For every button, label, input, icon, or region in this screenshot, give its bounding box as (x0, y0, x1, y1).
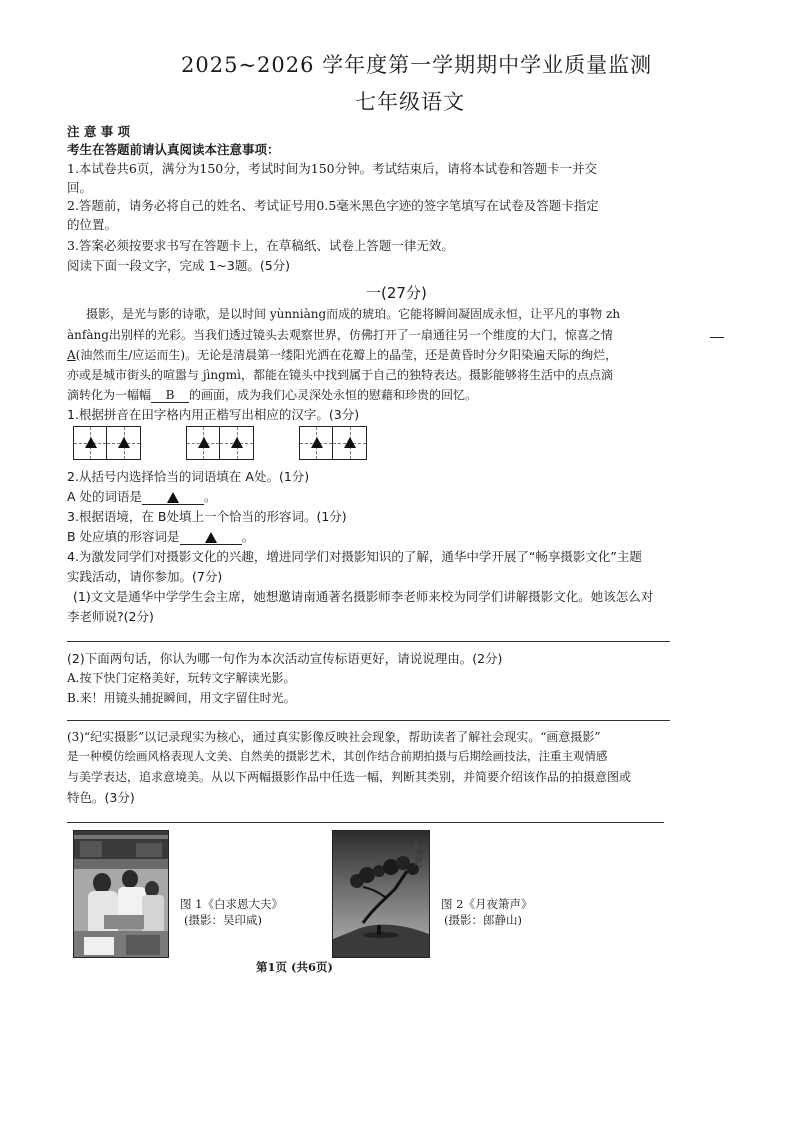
exam-subtitle: 七年级语文 (355, 90, 465, 114)
tianzige-group-3 (299, 426, 367, 460)
triangle-icon (231, 437, 243, 448)
question-4-3-line-3 (67, 768, 631, 785)
passage-line-3-rest: (油然而生/应运而生)。无论是清晨第一缕阳光洒在花瓣上的晶莹，还是黄昏时分夕阳染遍天际的绚烂， (75, 348, 618, 362)
question-4-3-line-3-b: 从以下两幅摄影作品中任选一幅，判断其类别，并简要介绍该作品的拍摄意图或 (211, 770, 632, 784)
figure-2-author: (摄影：郎静山) (444, 913, 522, 927)
tianzige-group-2 (186, 426, 254, 460)
question-4-3-line-2: 是一种模仿绘画风格表现人文美、自然美的摄影艺术，其创作结合前期拍摄与后期绘画技法，注重主观情感 (67, 749, 608, 763)
tianzige-cell[interactable] (186, 426, 220, 460)
option-b: B.来！用镜头捕捉瞬间，用文字留住时光。 (67, 691, 296, 705)
blank-b (151, 388, 189, 403)
question-3: 3.根据语境，在 B处填上一个恰当的形容词。(1分) (67, 509, 347, 524)
answer-blank-b[interactable] (180, 530, 242, 545)
question-4-1-line-1: (1)文文是通华中学学生会主席，她想邀请南通著名摄影师李老师来校为同学们讲解摄影文化。她该怎么对 (73, 589, 654, 604)
answer-blank-a[interactable] (142, 490, 204, 505)
passage-line-5-pre: 滴转化为一幅幅 (67, 388, 152, 402)
notice-item-1-line-1: 1.本试卷共6页，满分为150分，考试时间为150分钟。考试结束后，请将本试卷和答题卡一并交 (67, 161, 598, 176)
figure-2-caption: 图 2《月夜箫声》 (441, 897, 533, 911)
tianzige-group-1 (73, 426, 141, 460)
reading-intro: 阅读下面一段文字，完成 1~3题。(5分) (67, 258, 291, 273)
answer-line-4-2[interactable] (67, 720, 670, 721)
notice-item-2-line-2: 的位置。 (67, 217, 118, 232)
tianzige-cell[interactable] (73, 426, 107, 460)
notice-item-3: 3.答案必须按要求书写在答题卡上，在草稿纸、试卷上答题一律无效。 (67, 238, 454, 253)
notice-item-1-line-2: 回。 (67, 180, 93, 195)
notice-intro: 考生在答题前请认真阅读本注意事项： (67, 142, 280, 157)
figure-1-caption: 图 1《白求恩大夫》 (180, 897, 283, 911)
question-2: 2.从括号内选择恰当的词语填在 A处。(1分) (67, 469, 310, 484)
tianzige-cell[interactable] (299, 426, 333, 460)
question-4-1-line-2: 李老师说?(2分) (67, 609, 154, 624)
question-4-3-line-1: (3)“纪实摄影”以记录现实为核心，通过真实影像反映社会现象，帮助读者了解社会现实。“画意摄影” (67, 730, 601, 744)
triangle-icon (118, 437, 130, 448)
blank-a-mark: A (67, 348, 76, 362)
figure-1-author: (摄影：吴印咸) (184, 913, 262, 927)
triangle-icon (311, 437, 323, 448)
question-3-answer-label: B 处应填的形容词是 (67, 529, 180, 544)
figure-2-seal-text: 月夜箫声 (417, 843, 424, 871)
passage-line-5-post: 的画面，成为我们心灵深处永恒的慰藉和珍贵的回忆。 (189, 388, 478, 402)
question-2-answer: A 处的词语是 。 (67, 489, 217, 504)
passage-line-4: 亦或是城市街头的喧嚣与 jìngmì，都能在镜头中找到属于自己的独特表达。摄影能够将生活中的点点滴 (67, 368, 614, 382)
figure-1-illustration (74, 831, 169, 958)
triangle-icon (344, 437, 356, 448)
tianzige-cell[interactable] (107, 426, 141, 460)
question-2-answer-label: A 处的词语是 (67, 489, 143, 504)
tianzige-cell[interactable] (333, 426, 367, 460)
blank-a-underline (710, 337, 724, 338)
figure-2-illustration (333, 831, 430, 958)
question-4-2: (2)下面两句话，你认为哪一句作为本次活动宣传标语更好，请说说理由。(2分) (67, 651, 503, 666)
exam-title: 2025~2026 学年度第一学期期中学业质量监测 (181, 53, 653, 77)
option-a: A.按下快门定格美好，玩转文字解读光影。 (67, 671, 296, 685)
question-1: 1.根据拼音在田字格内用正楷写出相应的汉字。(3分) (67, 407, 360, 422)
notice-item-2-line-1: 2.答题前，请务必将自己的姓名、考试证号用0.5毫米黑色字迹的签字笔填写在试卷及答题卡指定 (67, 198, 599, 213)
question-4-line-1: 4.为激发同学们对摄影文化的兴趣，增进同学们对摄影知识的了解，通华中学开展了“畅享摄影文化”主题 (67, 549, 642, 564)
question-4-3-line-4: 特色。(3分) (67, 790, 135, 805)
figure-1-photo (73, 830, 169, 958)
section-heading: 一(27分) (366, 284, 427, 302)
passage-line-2: ànfàng出别样的光彩。当我们透过镜头去观察世界，仿佛打开了一扇通往另一个维度的大门，惊喜之情 (67, 328, 613, 342)
question-4-line-2: 实践活动，请你参加。(7分) (67, 569, 223, 584)
blank-b-mark: B (165, 388, 175, 402)
question-3-answer: B 处应填的形容词是 。 (67, 529, 255, 544)
passage-line-3 (67, 346, 617, 363)
answer-line-4-1[interactable] (67, 641, 670, 642)
figure-2-photo (332, 830, 430, 958)
page-footer: 第1页 (共6页) (256, 960, 333, 974)
triangle-icon (85, 437, 97, 448)
answer-line-4-3[interactable] (67, 822, 664, 823)
triangle-icon (205, 532, 217, 543)
triangle-icon (167, 492, 179, 503)
tianzige-cell[interactable] (220, 426, 254, 460)
passage-line-1: 摄影，是光与影的诗歌，是以时间 yùnniàng而成的琥珀。它能将瞬间凝固成永恒，让平凡的事物 zh (86, 307, 621, 321)
notice-heading: 注 意 事 项 (67, 124, 131, 139)
passage-line-5 (67, 386, 477, 403)
triangle-icon (198, 437, 210, 448)
question-4-3-line-3-a: 与美学表达，追求意境美。 (67, 770, 212, 784)
